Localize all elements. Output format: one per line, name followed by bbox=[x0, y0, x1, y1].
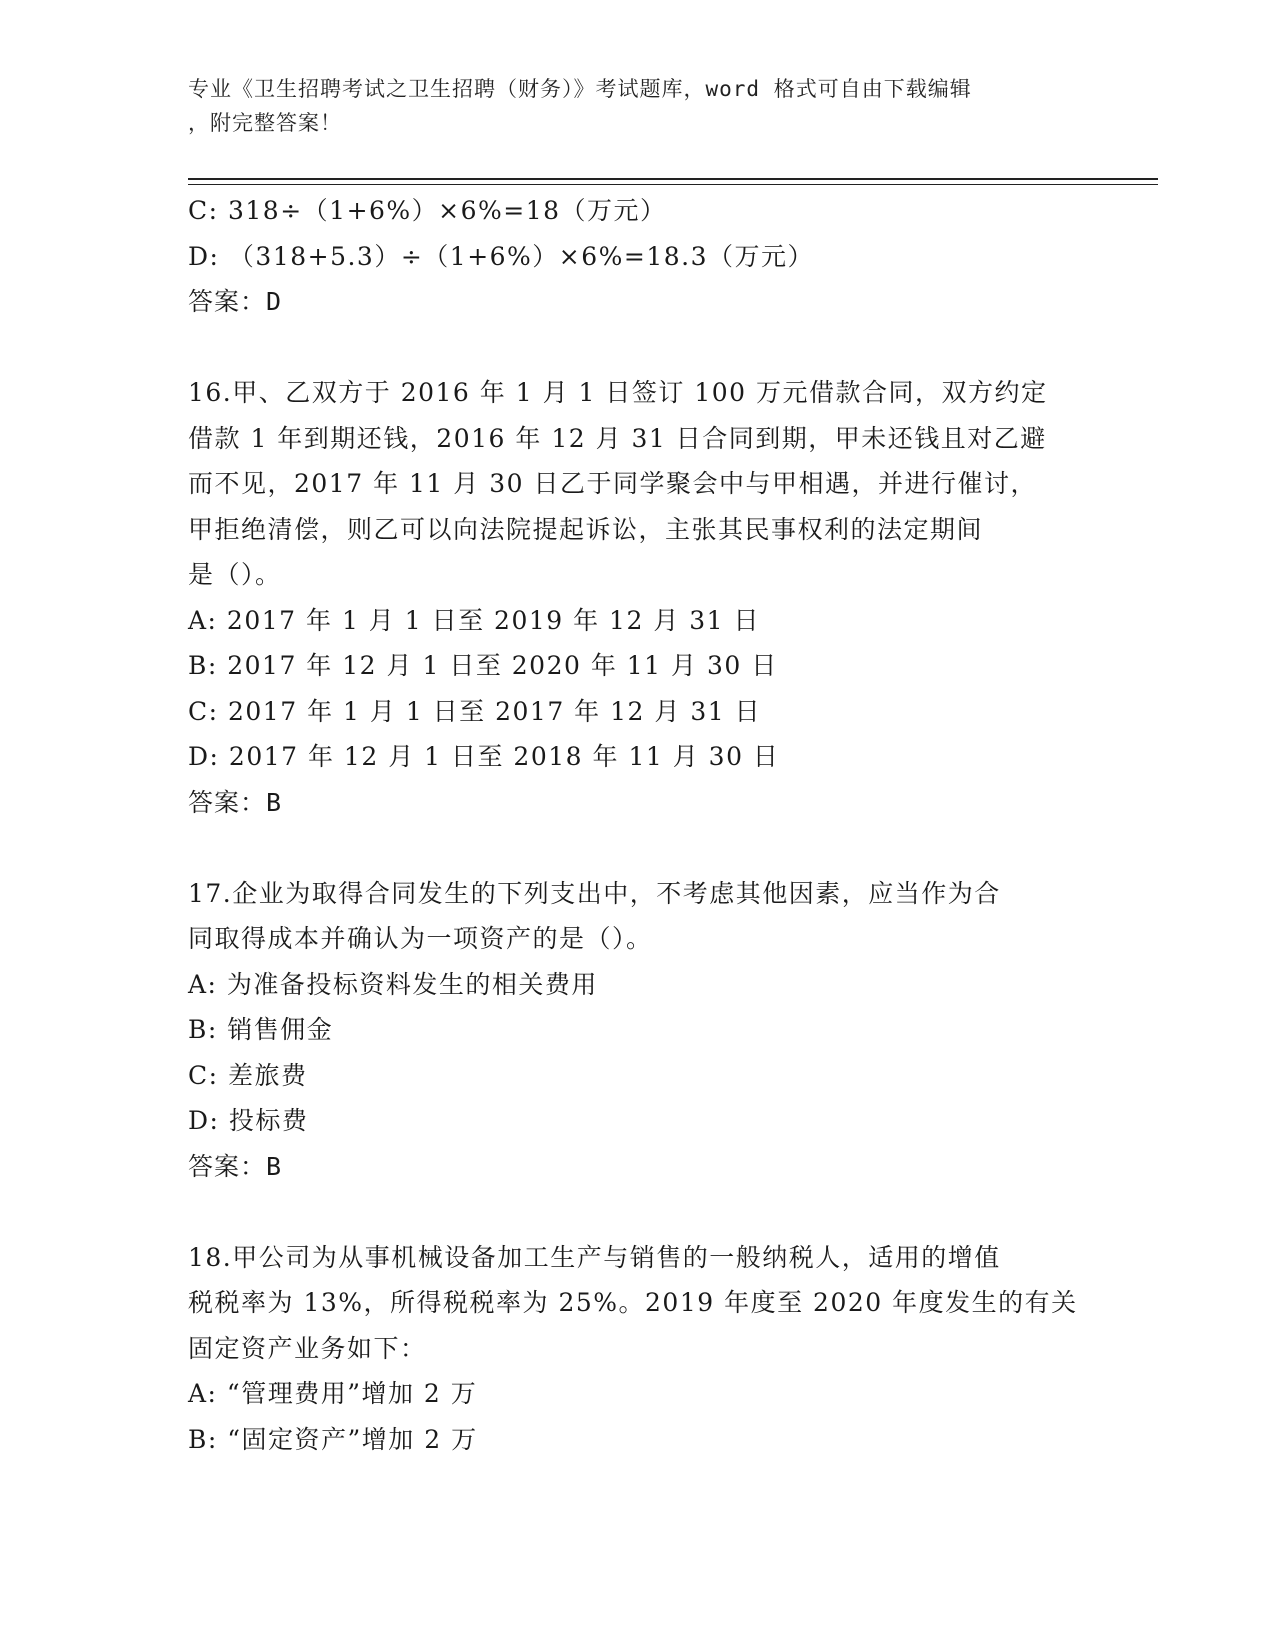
prev-question-tail bbox=[188, 188, 1088, 325]
question-stem-line: 17.企业为取得合同发生的下列支出中，不考虑其他因素，应当作为合 bbox=[188, 878, 1001, 908]
question-stem-line: 税税率为 13%，所得税税率为 25%。2019 年度至 2020 年度发生的有关 bbox=[188, 1288, 1078, 1317]
answer-line: 答案：B bbox=[188, 1151, 283, 1181]
option-c: C: 差旅费 bbox=[188, 1060, 308, 1090]
option-d: D: 投标费 bbox=[188, 1106, 309, 1135]
option-b: B: 2017 年 12 月 1 日至 2020 年 11 月 30 日 bbox=[188, 651, 778, 680]
question-stem-line: 是（）。 bbox=[188, 560, 282, 589]
header-divider-thin bbox=[188, 184, 1158, 185]
question-stem-line: 同取得成本并确认为一项资产的是（）。 bbox=[188, 924, 653, 953]
question-stem-line: 18.甲公司为从事机械设备加工生产与销售的一般纳税人，适用的增值 bbox=[188, 1242, 1001, 1272]
option-b: B: 销售佣金 bbox=[188, 1015, 334, 1044]
option-d: D: （318+5.3）÷（1+6%）×6%=18.3（万元） bbox=[188, 241, 815, 271]
header-line-1: 专业《卫生招聘考试之卫生招聘（财务）》考试题库，word 格式可自由下载编辑 bbox=[188, 77, 972, 101]
question-18 bbox=[188, 1235, 1088, 1463]
question-17 bbox=[188, 871, 1088, 1190]
question-stem-line: 固定资产业务如下： bbox=[188, 1333, 427, 1363]
header-line-2: ，附完整答案！ bbox=[188, 111, 342, 135]
option-c: C: 2017 年 1 月 1 日至 2017 年 12 月 31 日 bbox=[188, 696, 762, 726]
question-stem-line: 而不见，2017 年 11 月 30 日乙于同学聚会中与甲相遇，并进行催讨， bbox=[188, 469, 1037, 498]
option-d: D: 2017 年 12 月 1 日至 2018 年 11 月 30 日 bbox=[188, 742, 780, 771]
document-header bbox=[188, 72, 1068, 140]
question-16 bbox=[188, 370, 1088, 825]
option-a: A: “管理费用”增加 2 万 bbox=[188, 1379, 478, 1408]
question-stem-line: 甲拒绝清偿，则乙可以向法院提起诉讼，主张其民事权利的法定期间 bbox=[188, 514, 984, 544]
option-a: A: 为准备投标资料发生的相关费用 bbox=[188, 969, 598, 999]
option-b: B: “固定资产”增加 2 万 bbox=[188, 1424, 478, 1454]
question-stem-line: 借款 1 年到期还钱，2016 年 12 月 31 日合同到期，甲未还钱且对乙避 bbox=[188, 423, 1047, 453]
document-body bbox=[188, 188, 1088, 1462]
option-c: C: 318÷（1+6%）×6%=18（万元） bbox=[188, 196, 667, 225]
question-stem-line: 16.甲、乙双方于 2016 年 1 月 1 日签订 100 万元借款合同，双方约定 bbox=[188, 378, 1048, 407]
spacer bbox=[188, 325, 1088, 371]
answer-line: 答案：B bbox=[188, 787, 283, 817]
option-a: A: 2017 年 1 月 1 日至 2019 年 12 月 31 日 bbox=[188, 605, 761, 635]
header-divider-thick bbox=[188, 178, 1158, 180]
spacer bbox=[188, 1189, 1088, 1235]
answer-line: 答案：D bbox=[188, 287, 283, 316]
spacer bbox=[188, 825, 1088, 871]
